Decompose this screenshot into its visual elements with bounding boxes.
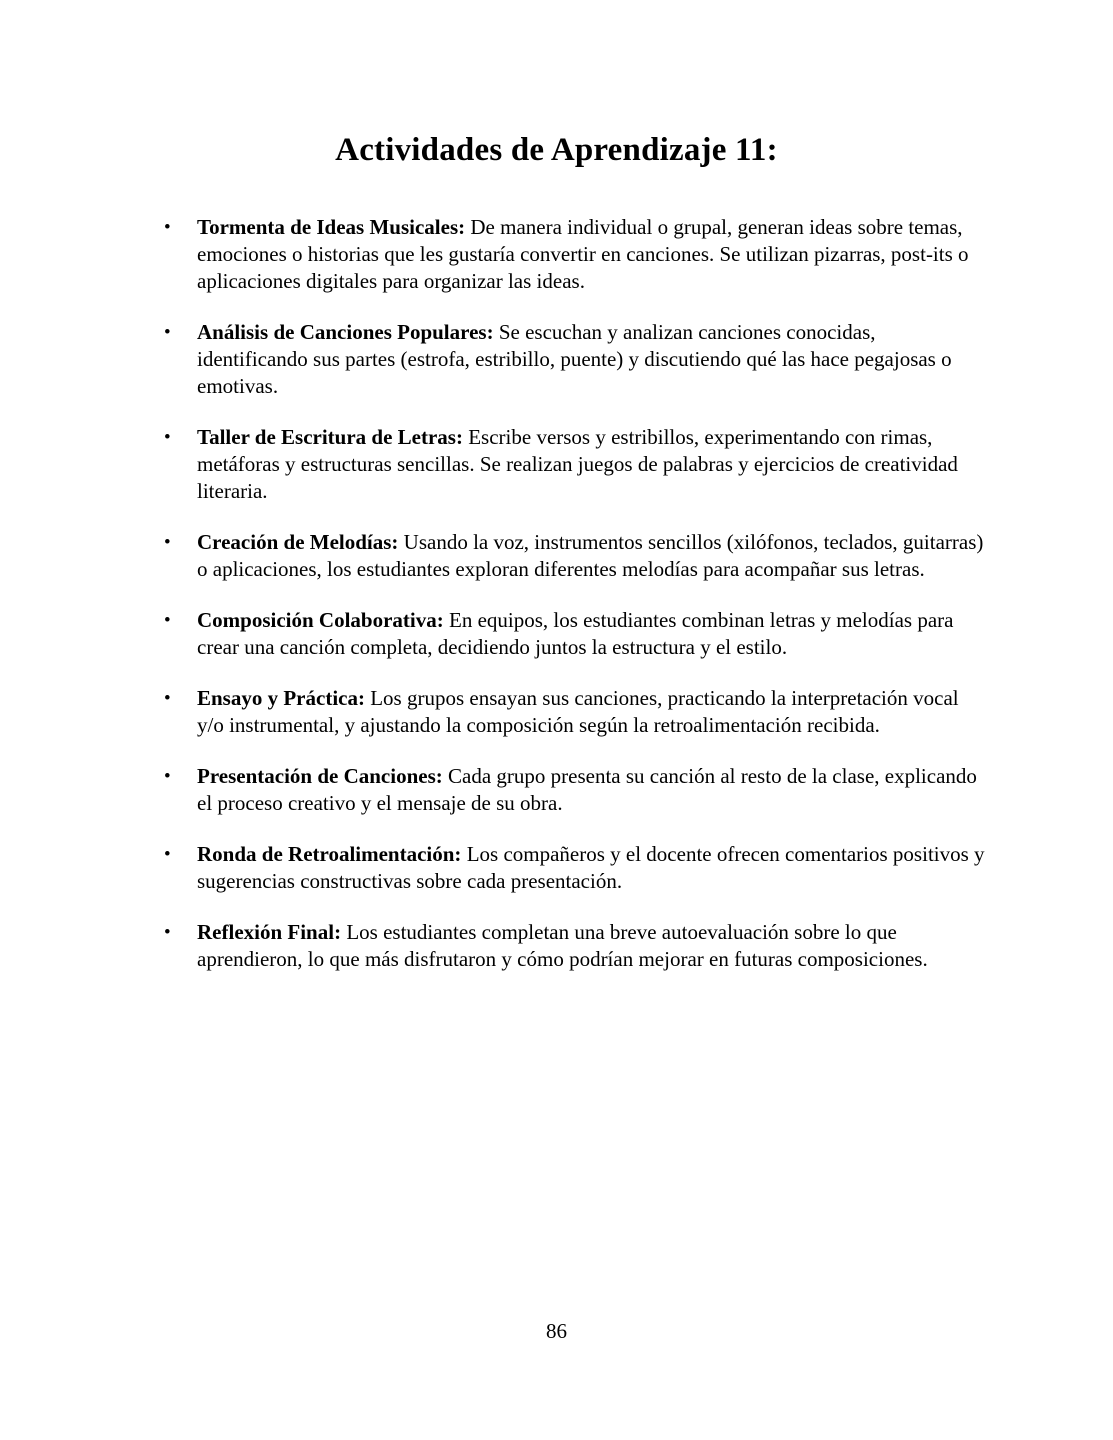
bullet-text: Se escuchan y analizan canciones conocidas, identificando sus partes (estrofa, estribillo, puente) y discutiendo qué las hace pegajosas o emotivas. xyxy=(197,320,952,398)
bullet-label: Reflexión Final: xyxy=(197,920,342,944)
bullet-label: Composición Colaborativa: xyxy=(197,608,444,632)
bullet-text: En equipos, los estudiantes combinan letras y melodías para crear una canción completa, decidiendo juntos la estructura y el estilo. xyxy=(197,608,954,659)
bullet-text: Los compañeros y el docente ofrecen comentarios positivos y sugerencias constructivas sobre cada presentación. xyxy=(197,842,985,893)
bullet-label: Taller de Escritura de Letras: xyxy=(197,425,463,449)
list-item xyxy=(0,424,1113,505)
list-item xyxy=(0,763,1113,817)
bullet-text: De manera individual o grupal, generan ideas sobre temas, emociones o historias que les gustaría convertir en canciones. Se utilizan pizarras, post-its o aplicaciones digitales para organizar las ideas. xyxy=(197,215,969,293)
bullet-label: Ensayo y Práctica: xyxy=(197,686,365,710)
bullet-text: Cada grupo presenta su canción al resto de la clase, explicando el proceso creativo y el mensaje de su obra. xyxy=(197,764,977,815)
bullet-label: Ronda de Retroalimentación: xyxy=(197,842,462,866)
bullet-text: Los estudiantes completan una breve autoevaluación sobre lo que aprendieron, lo que más disfrutaron y cómo podrían mejorar en futuras composiciones. xyxy=(197,920,928,971)
list-item xyxy=(0,529,1113,583)
list-item xyxy=(0,214,1113,295)
activities-list xyxy=(0,214,1113,973)
bullet-text: Usando la voz, instrumentos sencillos (xilófonos, teclados, guitarras) o aplicaciones, los estudiantes exploran diferentes melodías para acompañar sus letras. xyxy=(197,530,984,581)
bullet-label: Análisis de Canciones Populares: xyxy=(197,320,494,344)
list-item xyxy=(0,685,1113,739)
bullet-text: Escribe versos y estribillos, experimentando con rimas, metáforas y estructuras sencillas. Se realizan juegos de palabras y ejercicios de creatividad literaria. xyxy=(197,425,958,503)
bullet-label: Tormenta de Ideas Musicales: xyxy=(197,215,466,239)
bullet-text: Los grupos ensayan sus canciones, practicando la interpretación vocal y/o instrumental, y ajustando la composición según la retroalimentación recibida. xyxy=(197,686,959,737)
list-item xyxy=(0,919,1113,973)
list-item xyxy=(0,607,1113,661)
page-title: Actividades de Aprendizaje 11: xyxy=(335,132,778,168)
list-item xyxy=(0,841,1113,895)
bullet-label: Presentación de Canciones: xyxy=(197,764,443,788)
page-number: 86 xyxy=(546,1319,567,1343)
bullet-label: Creación de Melodías: xyxy=(197,530,399,554)
list-item xyxy=(0,319,1113,400)
